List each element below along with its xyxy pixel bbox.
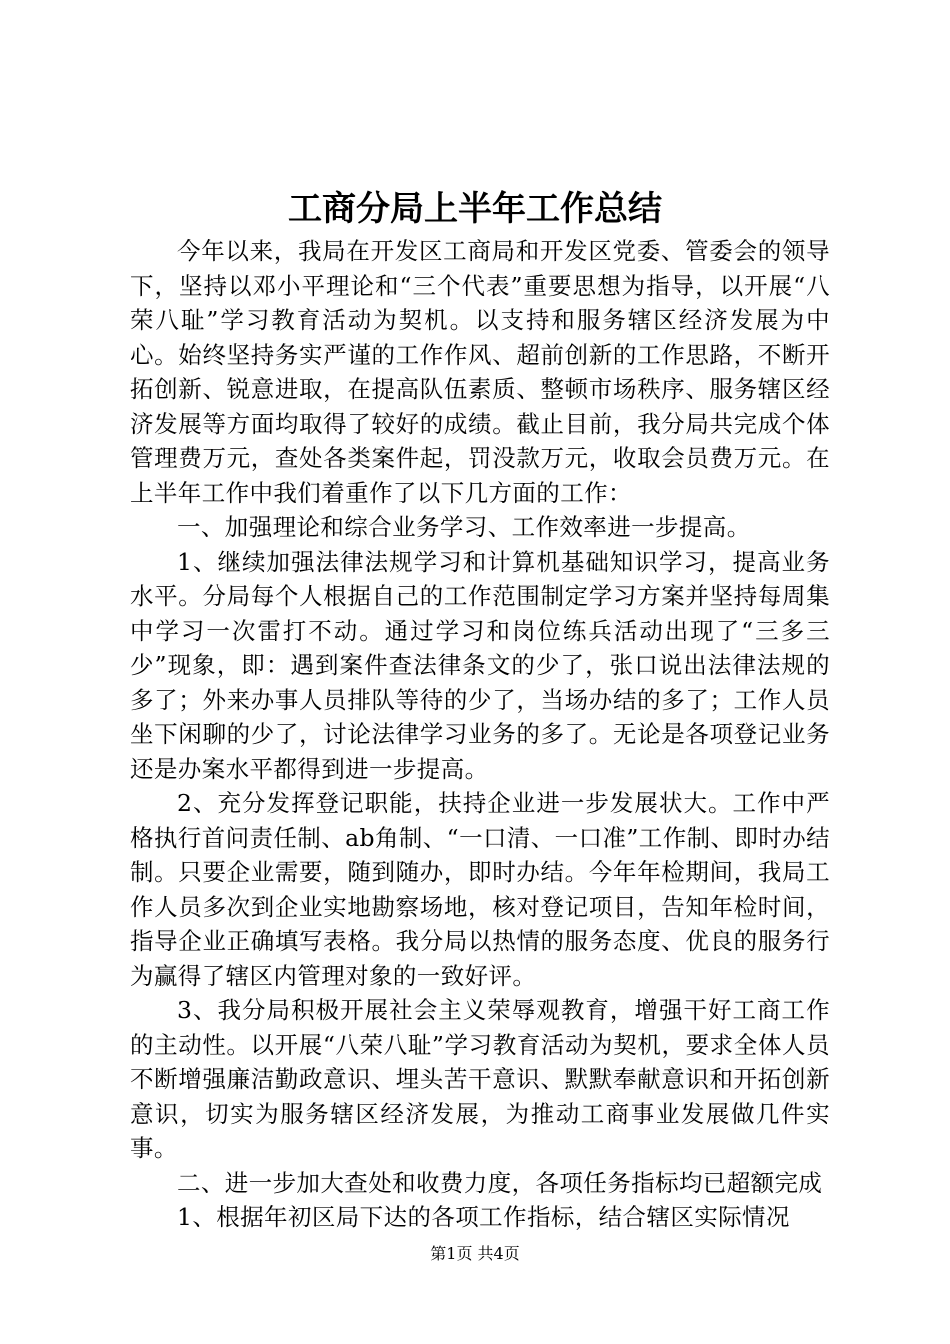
section-heading-1: 一、加强理论和综合业务学习、工作效率进一步提高。 (177, 513, 751, 541)
item-paragraph-2: 2、充分发挥登记职能，扶持企业进一步发展状大。工作中严格执行首问责任制、ab角制、“一口清、一口准”工作制、即时办结制。只要企业需要，随到随办，即时办结。今年年检期间，我局工作人员多次到企业实地勘察场地，核对登记项目，告知年检时间，指导企业正确填写表格。我分局以热情的服务态度、优良的服务行为赢得了辖区内管理对象的一致好评。 (130, 789, 830, 990)
item-paragraph-1: 1、继续加强法律法规学习和计算机基础知识学习，提高业务水平。分局每个人根据自己的工作范围制定学习方案并坚持每周集中学习一次雷打不动。通过学习和岗位练兵活动出现了“三多三少”现象，即：遇到案件查法律条文的少了，张口说出法律法规的多了；外来办事人员排队等待的少了，当场办结的多了；工作人员坐下闲聊的少了，讨论法律学习业务的多了。无论是各项登记业务还是办案水平都得到进一步提高。 (130, 547, 830, 783)
document-title: 工商分局上半年工作总结 (288, 189, 662, 229)
document-body (130, 234, 830, 1235)
page-footer: 第1页 共4页 (430, 1244, 520, 1263)
item-paragraph-4: 1、根据年初区局下达的各项工作指标，结合辖区实际情况 (177, 1203, 790, 1231)
section-heading-2: 二、进一步加大查处和收费力度，各项任务指标均已超额完成 (177, 1168, 823, 1197)
item-paragraph-3: 3、我分局积极开展社会主义荣辱观教育，增强干好工商工作的主动性。以开展“八荣八耻”学习教育活动为契机，要求全体人员不断增强廉洁勤政意识、埋头苦干意识、默默奉献意识和开拓创新意识，切实为服务辖区经济发展，为推动工商事业发展做几件实事。 (130, 996, 830, 1162)
intro-paragraph: 今年以来，我局在开发区工商局和开发区党委、管委会的领导下，坚持以邓小平理论和“三个代表”重要思想为指导，以开展“八荣八耻”学习教育活动为契机。以支持和服务辖区经济发展为中心。始终坚持务实严谨的工作作风、超前创新的工作思路，不断开拓创新、锐意进取，在提高队伍素质、整顿市场秩序、服务辖区经济发展等方面均取得了较好的成绩。截止目前，我分局共完成个体管理费万元，查处各类案件起，罚没款万元，收取会员费万元。在上半年工作中我们着重作了以下几方面的工作： (130, 237, 830, 507)
